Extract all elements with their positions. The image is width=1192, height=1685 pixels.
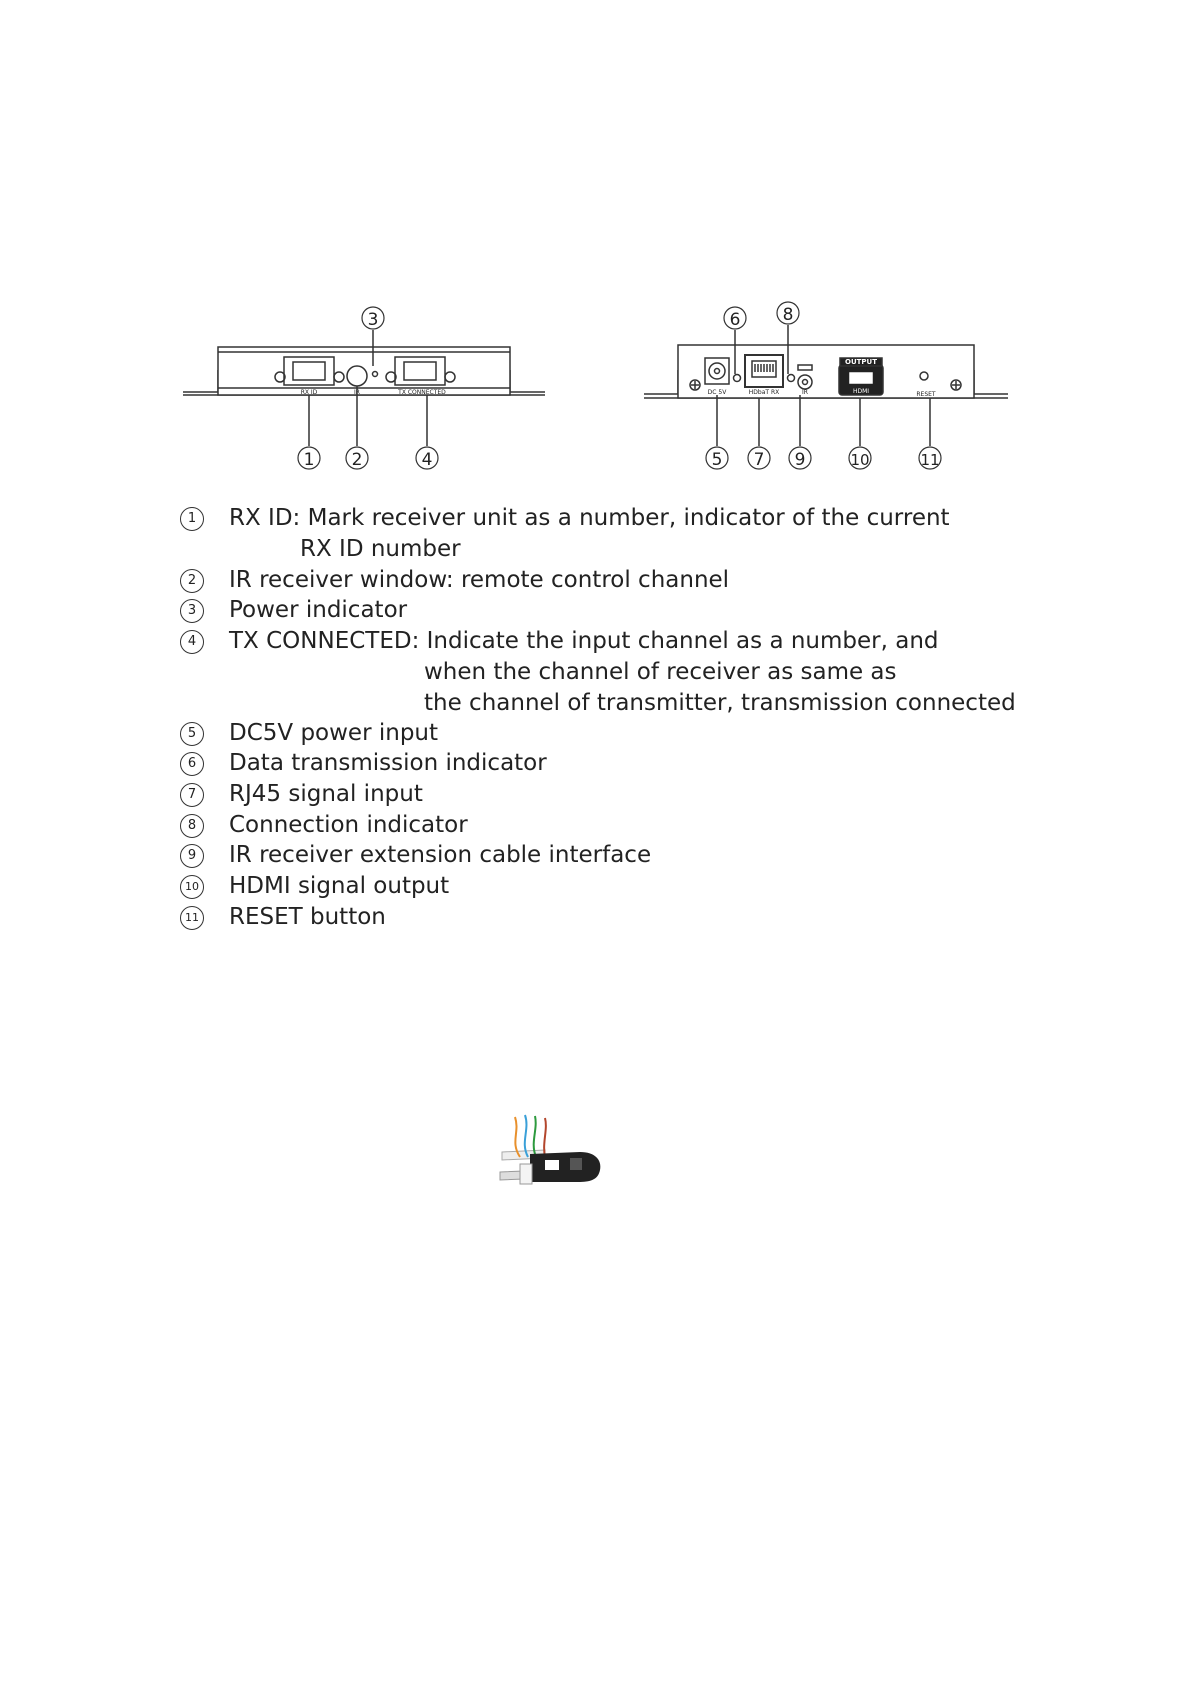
legend-number: 2 (180, 569, 204, 593)
front-panel (183, 330, 545, 446)
legend-text: Data transmission indicator (229, 750, 547, 776)
reset-label: RESET (916, 391, 936, 398)
callout-9: 9 (794, 450, 806, 470)
legend-number: 11 (180, 906, 204, 930)
legend-text: TX CONNECTED: Indicate the input channel as a number, and (229, 628, 939, 654)
legend-text: RESET button (229, 904, 386, 930)
callout-11: 11 (920, 451, 940, 469)
legend-text: Power indicator (229, 597, 408, 623)
legend-text: RX ID: Mark receiver unit as a number, indicator of the current (229, 505, 950, 531)
legend-number: 9 (180, 844, 204, 868)
legend-number: 6 (180, 752, 204, 776)
hdbt-rx-label: HDbaT RX (748, 389, 780, 396)
device-diagram (0, 0, 1192, 480)
hdmi-label: HDMI (852, 388, 870, 395)
legend-text: IR receiver extension cable interface (229, 842, 652, 868)
legend-continuation: RX ID number (300, 536, 461, 562)
ir-label: IR (354, 389, 360, 396)
legend-number: 4 (180, 630, 204, 654)
legend-number: 10 (180, 875, 204, 899)
callout-1: 1 (303, 450, 315, 470)
legend-text: HDMI signal output (229, 873, 450, 899)
tx-connected-label: TX CONNECTED (398, 389, 446, 396)
legend-number: 3 (180, 599, 204, 623)
legend-text: RJ45 signal input (229, 781, 423, 807)
callout-10: 10 (850, 451, 870, 469)
legend-text: DC5V power input (229, 720, 439, 746)
callout-5: 5 (711, 450, 723, 470)
rx-id-label: RX ID (300, 389, 318, 396)
callout-4: 4 (421, 450, 433, 470)
legend-continuation: the channel of transmitter, transmission connected (424, 690, 1016, 716)
ir-rear-label: IR (802, 389, 808, 396)
legend-number: 1 (180, 507, 204, 531)
legend-number: 8 (180, 814, 204, 838)
legend-number: 7 (180, 783, 204, 807)
callout-7: 7 (753, 450, 765, 470)
legend-text: IR receiver window: remote control channel (229, 567, 730, 593)
rear-panel (644, 325, 1008, 446)
callout-8: 8 (782, 305, 794, 325)
legend-text: Connection indicator (229, 812, 468, 838)
legend-continuation: when the channel of receiver as same as (424, 659, 897, 685)
output-label: OUTPUT (845, 358, 877, 366)
legend-number: 5 (180, 722, 204, 746)
callout-3: 3 (367, 310, 379, 330)
dc5v-label: DC 5V (707, 389, 727, 396)
rj45-cable-illustration (490, 1112, 610, 1192)
callout-6: 6 (729, 310, 741, 330)
callout-2: 2 (351, 450, 363, 470)
